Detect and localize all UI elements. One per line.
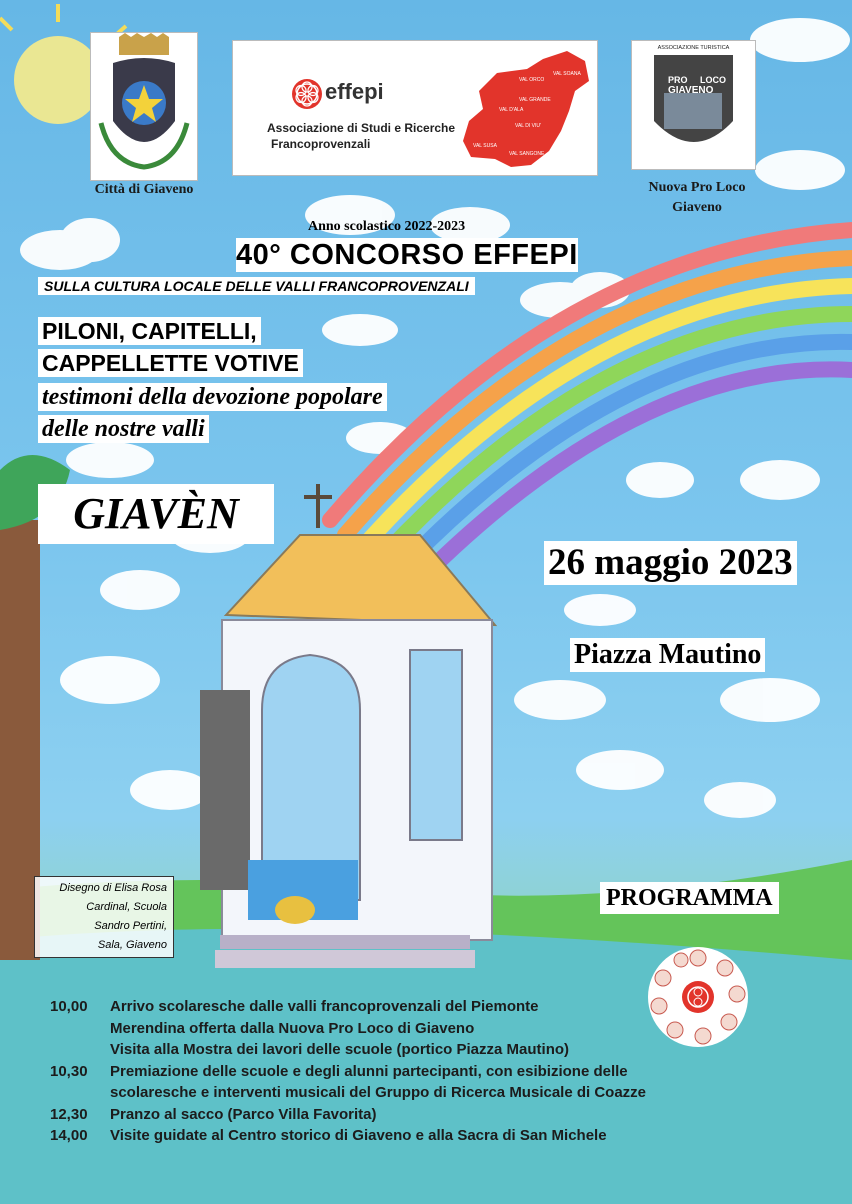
program-row [50, 1018, 840, 1040]
theme-line4: delle nostre valli [38, 415, 209, 443]
contest-title: 40° CONCORSO EFFEPI [236, 239, 578, 271]
pro-loco-top-text: ASSOCIAZIONE TURISTICA [657, 45, 730, 51]
map-label-orco: VAL ORCO [519, 77, 545, 83]
credit-line2: Cardinal, Scuola [86, 901, 167, 913]
program-text: Premiazione delle scuole e degli alunni partecipanti, con esibizione delle [110, 1062, 628, 1080]
program-text: Arrivo scolaresche dalle valli francoprovenzali del Piemonte [110, 998, 539, 1015]
program-title: PROGRAMMA [600, 882, 779, 914]
citta-giaveno-logo [90, 32, 198, 181]
program-text: Visite guidate al Centro storico di Giaveno e alla Sacra di San Michele [110, 1127, 607, 1144]
theme-line3: testimoni della devozione popolare [38, 383, 387, 411]
map-label-soana: VAL SOANA [553, 71, 581, 77]
map-label-viu: VAL DI VIU' [515, 123, 541, 129]
place-name: GIAVÈN [38, 484, 274, 544]
program-text: Pranzo al sacco (Parco Villa Favorita) [110, 1105, 377, 1123]
program-time: 12,30 [50, 1105, 88, 1123]
effepi-desc-line2: Francoprovenzali [271, 137, 371, 151]
coat-of-arms-icon [91, 33, 197, 180]
program-row [50, 1039, 840, 1061]
pro-loco-shield-icon [632, 41, 755, 169]
program-time: 10,00 [50, 998, 88, 1015]
credit-line1: Disegno di Elisa Rosa [59, 882, 167, 894]
program-time: 10,30 [50, 1062, 88, 1080]
event-date: 26 maggio 2023 [544, 541, 797, 585]
program-text: Merendina offerta dalla Nuova Pro Loco di Giaveno [110, 1019, 475, 1037]
theme-line2: CAPPELLETTE VOTIVE [38, 349, 303, 377]
effepi-brand-text: effepi [325, 79, 384, 104]
program-row [50, 1061, 840, 1083]
drawing-credit [34, 876, 174, 958]
school-year: Anno scolastico 2022-2023 [308, 219, 466, 234]
pro-loco-loco-text: LOCO [700, 75, 726, 85]
program-row [50, 1104, 840, 1126]
program-text: Visita alla Mostra dei lavori delle scuole (portico Piazza Mautino) [110, 1041, 570, 1058]
program-time: 14,00 [50, 1127, 88, 1144]
effepi-desc-line1: Associazione di Studi e Ricerche [267, 121, 456, 135]
credit-line3: Sandro Pertini, [94, 920, 167, 932]
program-row [50, 996, 840, 1018]
map-label-ala: VAL D'ALA [499, 107, 524, 113]
pro-loco-name-text: GIAVENO [668, 85, 714, 96]
effepi-logo [232, 40, 598, 176]
theme-line1: PILONI, CAPITELLI, [38, 317, 261, 345]
contest-subtitle: SULLA CULTURA LOCALE DELLE VALLI FRANCOPROVENZALI [38, 277, 475, 295]
map-label-sangone: VAL SANGONE [509, 151, 545, 157]
pro-loco-pro-text: PRO [668, 75, 688, 85]
right-logo-caption-line1: Nuova Pro Loco [648, 180, 746, 195]
map-label-grande: VAL GRANDE [519, 97, 551, 103]
program-list [50, 996, 840, 1147]
credit-line4: Sala, Giaveno [97, 939, 167, 951]
program-row [50, 1082, 840, 1104]
program-row [50, 1125, 840, 1147]
right-logo-caption-line2: Giaveno [672, 200, 722, 215]
map-label-susa: VAL SUSA [473, 143, 497, 149]
program-text: scolaresche e interventi musicali del Gruppo di Ricerca Musicale di Coazze [110, 1084, 647, 1101]
pro-loco-giaveno-logo [631, 40, 756, 170]
event-venue: Piazza Mautino [570, 638, 765, 672]
left-logo-caption: Città di Giaveno [94, 182, 194, 197]
effepi-flower-icon [291, 78, 323, 110]
